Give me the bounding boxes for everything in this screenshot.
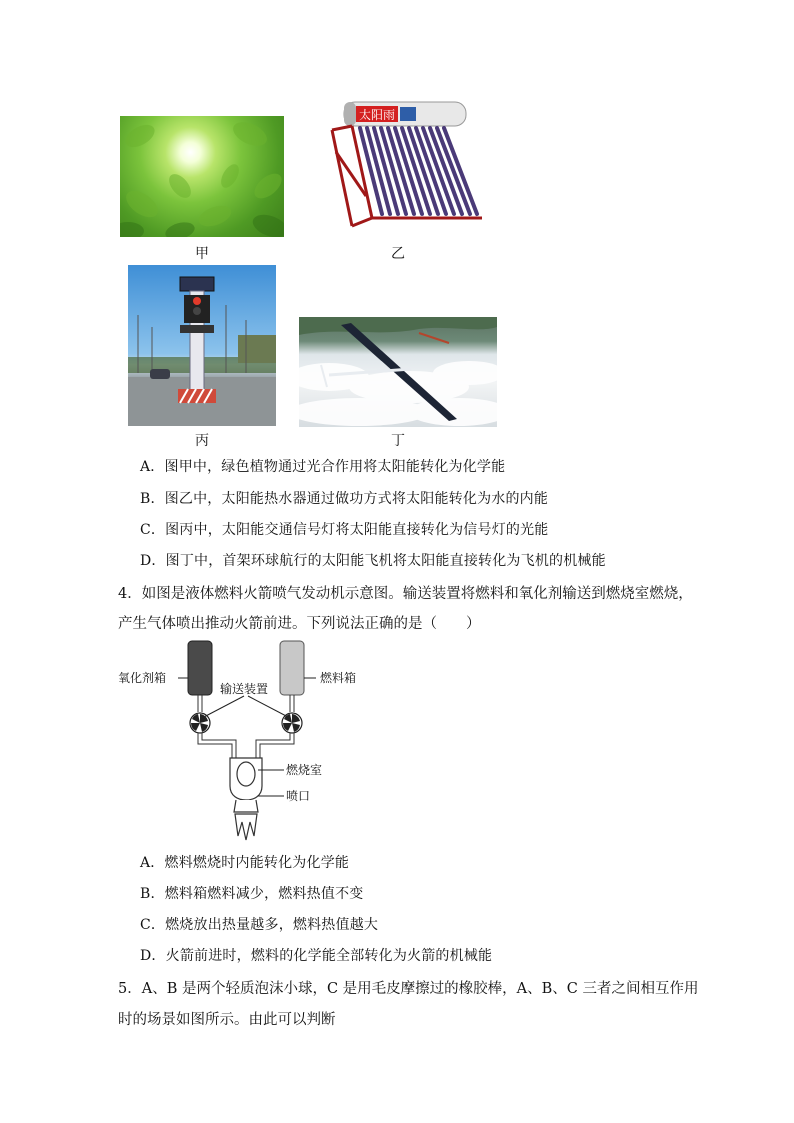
delivery-pump-right — [282, 713, 302, 733]
delivery-pump-left — [190, 713, 210, 733]
rocket-engine-diagram — [118, 636, 368, 842]
oxidizer-tank-label: 氧化剂箱 — [118, 671, 167, 685]
chamber-label: 燃烧室 — [286, 763, 323, 777]
figure-yi-photo — [322, 96, 488, 246]
solar-plane-scene — [299, 317, 497, 427]
q3-option-a: A．图甲中，绿色植物通过光合作用将太阳能转化为化学能 — [140, 459, 506, 475]
q3-option-d: D．图丁中，首架环球航行的太阳能飞机将太阳能直接转化为飞机的机械能 — [140, 553, 606, 569]
traffic-light-scene — [128, 265, 276, 426]
fuel-tank-label: 燃料箱 — [320, 671, 357, 685]
figure-bing-photo — [128, 265, 276, 426]
q5-stem-line1: 5．A、B 是两个轻质泡沫小球，C 是用毛皮摩擦过的橡胶棒，A、B、C 三者之间相互作用 — [118, 981, 699, 997]
q3-option-c: C．图丙中，太阳能交通信号灯将太阳能直接转化为信号灯的光能 — [140, 522, 549, 538]
figure-jia-caption: 甲 — [195, 246, 209, 262]
oxidizer-tank — [188, 641, 212, 695]
q4-stem-line1: 4．如图是液体燃料火箭喷气发动机示意图。输送装置将燃料和氧化剂输送到燃烧室燃烧， — [118, 586, 693, 602]
heater-brand: 太阳雨 — [358, 108, 396, 122]
fuel-tank — [280, 641, 304, 695]
q4-option-d: D．火箭前进时，燃料的化学能全部转化为火箭的机械能 — [140, 948, 493, 964]
figure-ding-caption: 丁 — [391, 433, 405, 449]
flame — [235, 814, 257, 840]
figure-ding-photo — [299, 317, 497, 427]
nozzle-label: 喷口 — [286, 789, 311, 803]
figure-bing-caption: 丙 — [195, 433, 209, 449]
solar-water-heater — [322, 96, 488, 246]
nozzle — [234, 800, 258, 812]
figure-yi-caption: 乙 — [391, 246, 405, 262]
leaves-pattern — [120, 116, 284, 237]
q4-stem-line2: 产生气体喷出推动火箭前进。下列说法正确的是（ ） — [118, 616, 481, 632]
q5-stem-line2: 时的场景如图所示。由此可以判断 — [118, 1012, 336, 1028]
figure-jia-photo — [120, 116, 284, 237]
q3-option-b: B．图乙中，太阳能热水器通过做功方式将太阳能转化为水的内能 — [140, 491, 549, 507]
q4-option-c: C．燃烧放出热量越多，燃料热值越大 — [140, 917, 379, 933]
delivery-label: 输送装置 — [220, 682, 269, 696]
q4-option-b: B．燃料箱燃料减少，燃料热值不变 — [140, 886, 364, 902]
q4-option-a: A．燃料燃烧时内能转化为化学能 — [140, 855, 350, 871]
